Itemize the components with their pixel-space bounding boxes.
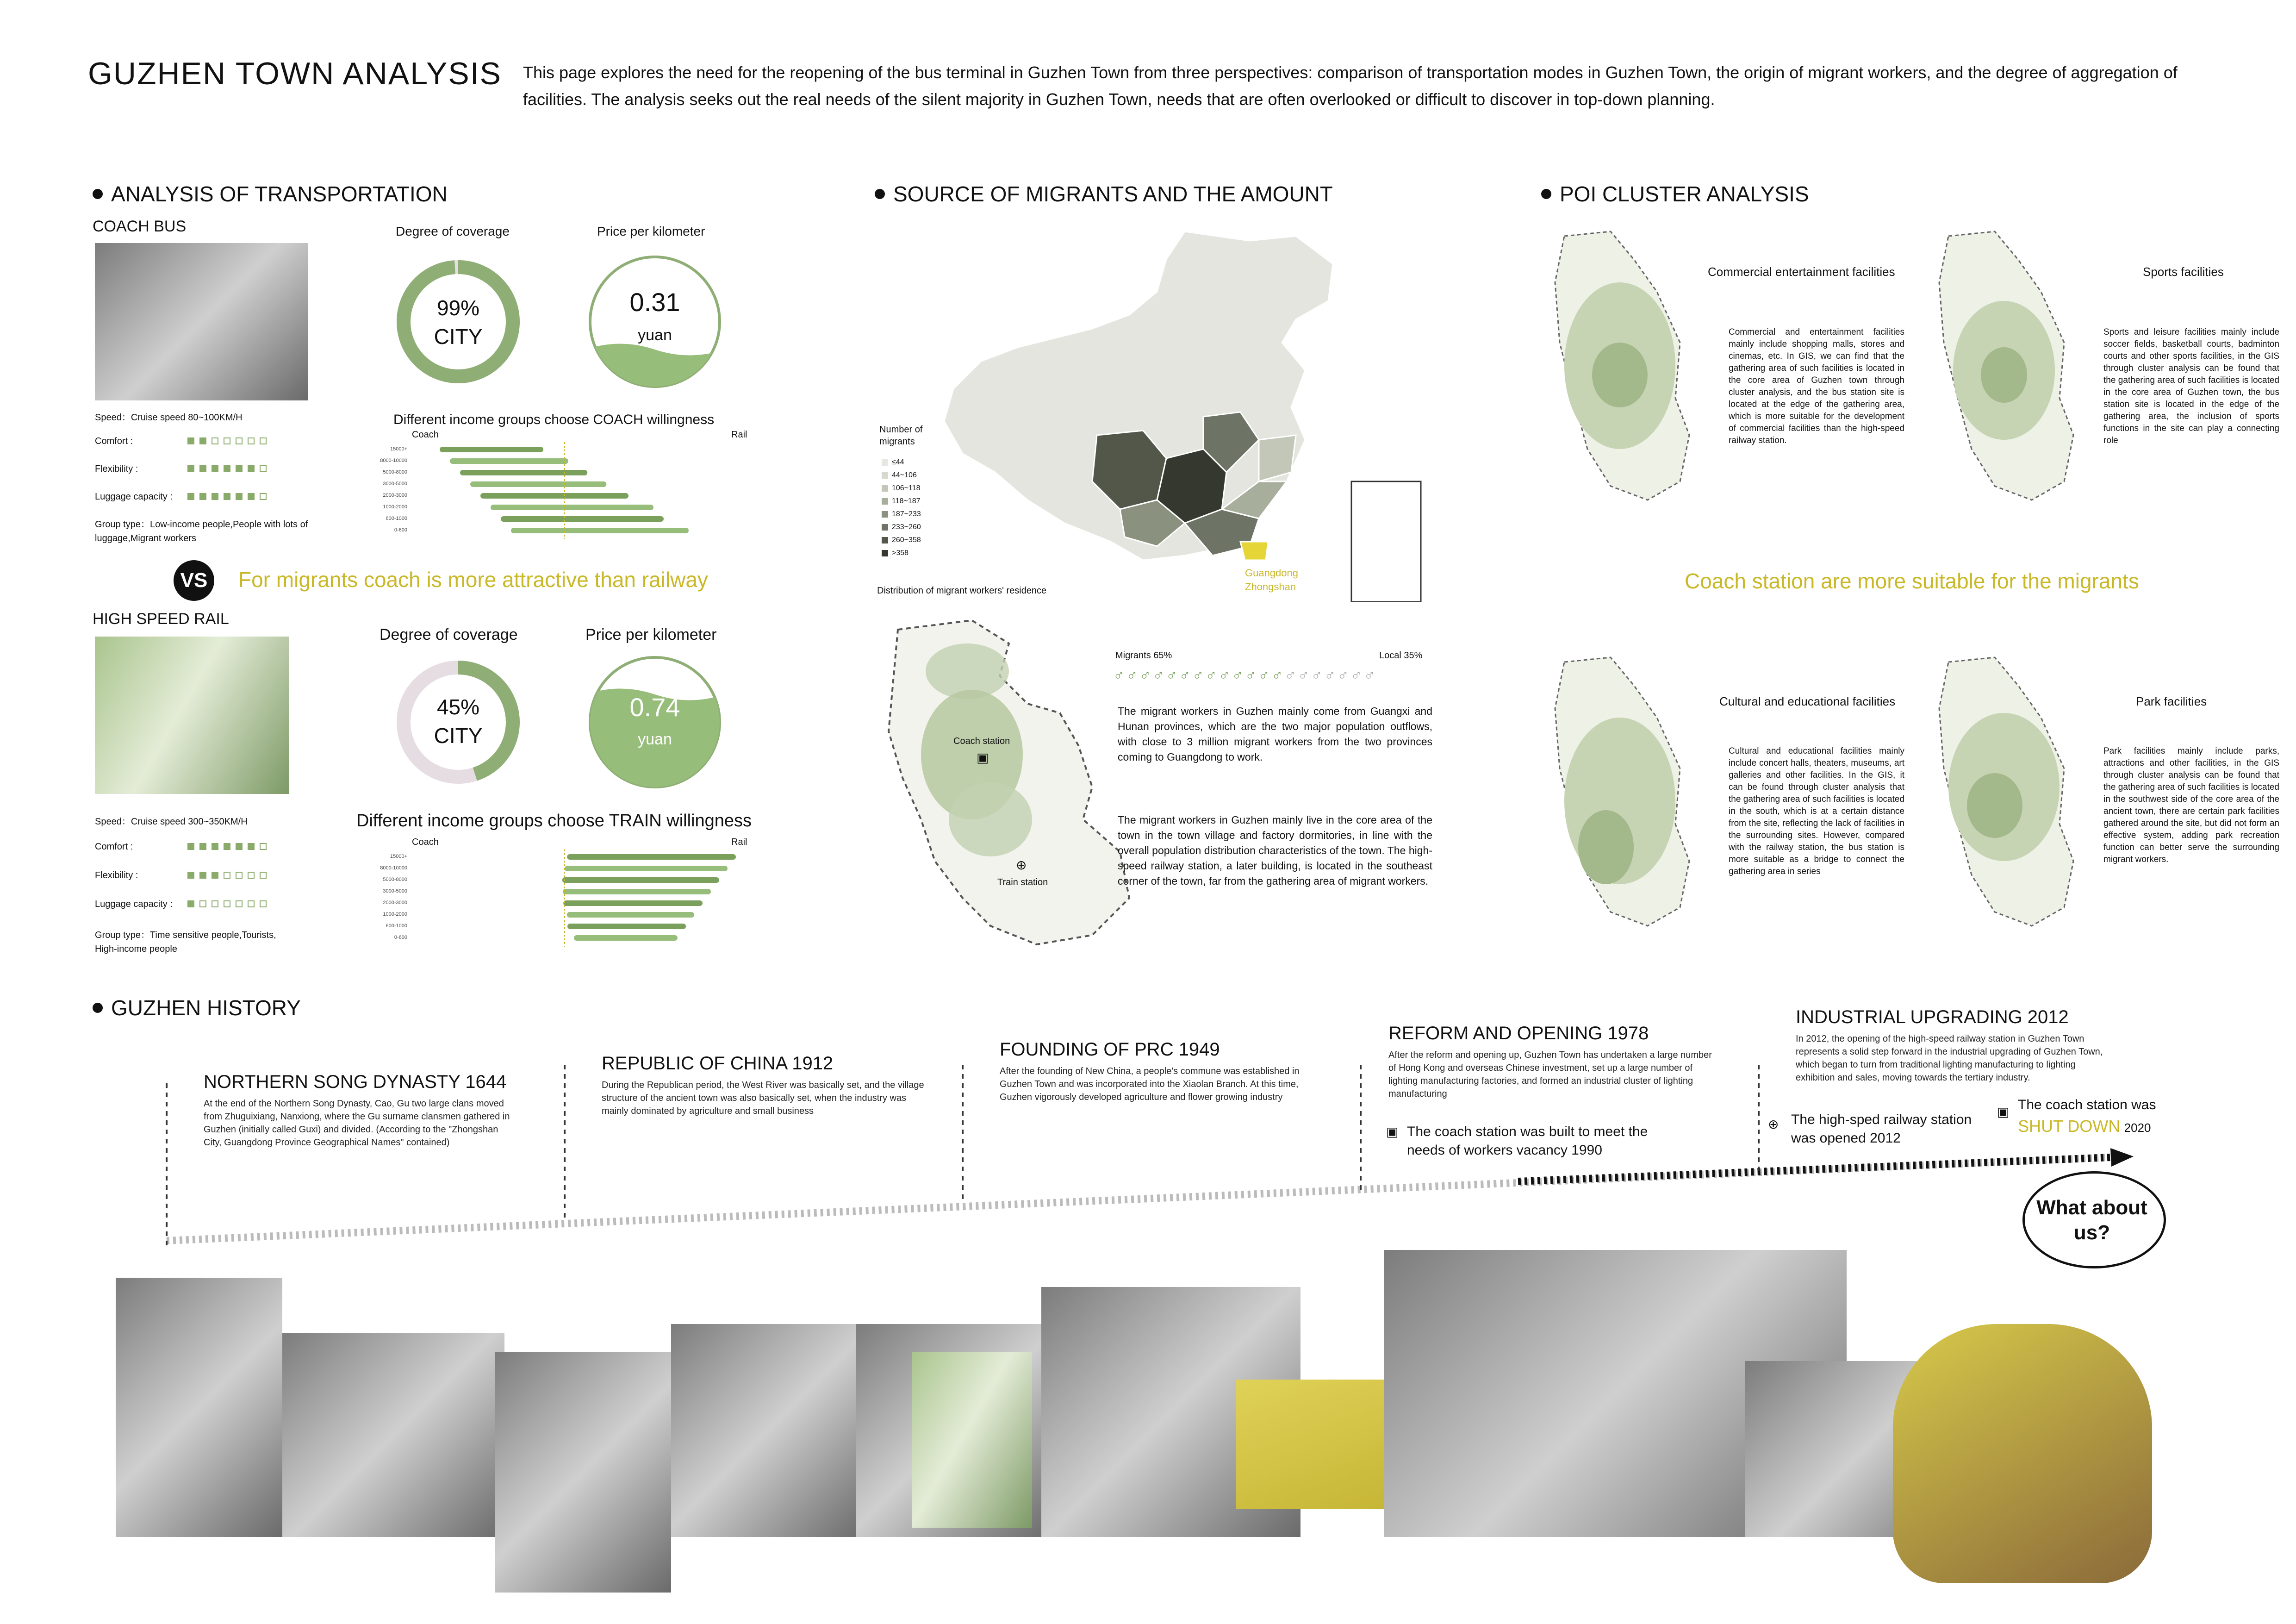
rating-square bbox=[224, 465, 230, 472]
rating-square bbox=[187, 872, 194, 879]
person-icon: ♂ bbox=[1245, 667, 1258, 684]
person-icon: ♂ bbox=[1284, 667, 1298, 684]
legend-item bbox=[882, 495, 921, 508]
legend-item bbox=[882, 508, 921, 521]
rating-square bbox=[236, 843, 243, 850]
rating-square bbox=[224, 900, 230, 907]
person-icon: ♂ bbox=[1139, 667, 1153, 684]
page-title: GUZHEN TOWN ANALYSIS bbox=[88, 56, 502, 91]
rating-square bbox=[212, 493, 218, 500]
person-icon: ♂ bbox=[1152, 667, 1166, 684]
rail-luggage-label: Luggage capacity : bbox=[95, 899, 173, 909]
rating-square bbox=[248, 900, 255, 907]
bar bbox=[460, 470, 587, 475]
residence-map-label: Distribution of migrant workers' residence bbox=[877, 586, 1047, 596]
coach-flex-rating bbox=[187, 465, 272, 475]
rating-square bbox=[187, 843, 194, 850]
legend-item bbox=[882, 521, 921, 534]
coach-photo bbox=[95, 243, 308, 400]
person-icon: ♂ bbox=[1324, 667, 1338, 684]
coach-chart-left-label: Coach bbox=[412, 430, 439, 440]
rating-square bbox=[248, 465, 255, 472]
poi-map-sports bbox=[1925, 222, 2083, 509]
rating-square bbox=[248, 872, 255, 879]
rating-square bbox=[212, 465, 218, 472]
rail-price-gauge bbox=[585, 653, 724, 792]
rail-chart-right-label: Rail bbox=[731, 837, 747, 847]
bar bbox=[440, 447, 543, 452]
person-icon: ♂ bbox=[1219, 667, 1232, 684]
milestone-2020-line-2 bbox=[2018, 1117, 2151, 1136]
legend-label: 233~260 bbox=[892, 523, 921, 531]
coach-coverage-value: 99% bbox=[436, 296, 480, 320]
tick-label: 15000+ bbox=[390, 446, 407, 452]
bullet-icon bbox=[1541, 189, 1551, 199]
legend-label: 44~106 bbox=[892, 471, 917, 479]
history-collage bbox=[116, 1231, 2152, 1583]
rating-square bbox=[187, 465, 194, 472]
rail-speed: Speed：Cruise speed 300~350KM/H bbox=[95, 817, 248, 827]
tick-label: 8000-10000 bbox=[380, 865, 407, 871]
tick-label: 5000-8000 bbox=[383, 877, 407, 882]
rating-square bbox=[260, 437, 267, 444]
tick-label: 15000+ bbox=[390, 854, 407, 859]
rail-flex-label: Flexibility : bbox=[95, 870, 138, 881]
rating-square bbox=[199, 900, 206, 907]
coach-station-label: Coach station bbox=[953, 736, 1010, 746]
person-icon: ♂ bbox=[1350, 667, 1364, 684]
map-legend-title: Number of migrants bbox=[879, 425, 923, 447]
event-4-title: REFORM AND OPENING 1978 bbox=[1388, 1023, 1649, 1043]
bar bbox=[567, 924, 686, 929]
tick-label: 2000-3000 bbox=[383, 900, 407, 906]
rating-square bbox=[199, 465, 206, 472]
speech-bubble-text: What about us? bbox=[2036, 1196, 2147, 1244]
rating-square bbox=[212, 872, 218, 879]
bullet-icon bbox=[93, 189, 103, 199]
legend-label: 260~358 bbox=[892, 536, 921, 544]
train-station-label: Train station bbox=[997, 877, 1048, 887]
event-1-title: NORTHERN SONG DYNASTY 1644 bbox=[204, 1072, 507, 1092]
rail-comfort-label: Comfort : bbox=[95, 842, 133, 852]
coach-willingness-title: Different income groups choose COACH willingness bbox=[393, 412, 715, 427]
poi-map-park bbox=[1925, 648, 2083, 935]
bar bbox=[565, 866, 728, 871]
shut-down-label: SHUT DOWN bbox=[2018, 1117, 2121, 1136]
coach-comfort-rating bbox=[187, 437, 272, 447]
legend-item bbox=[882, 534, 921, 547]
park-text: Park facilities mainly include parks, attractions and other facilities, in the GIS through cluster analysis can be found that the gathering area of such facilities is located in the southwest side of the core area of the ancient town, there are certain park facilities gathered around the site, but did not form an effective system, adding park recreation function can better serve the surrounding migrant workers. bbox=[2103, 746, 2279, 864]
bar bbox=[501, 516, 664, 522]
rating-square bbox=[248, 437, 255, 444]
bar bbox=[562, 877, 719, 883]
legend-swatch bbox=[882, 498, 888, 505]
coach-name: COACH BUS bbox=[93, 218, 187, 235]
rating-square bbox=[260, 843, 267, 850]
coach-comfort-label: Comfort : bbox=[95, 436, 133, 446]
person-icon: ♂ bbox=[1258, 667, 1271, 684]
bar bbox=[563, 889, 711, 894]
rail-comfort-rating bbox=[187, 843, 272, 852]
rail-price-unit: yuan bbox=[638, 731, 672, 748]
people-ratio-icons bbox=[1113, 667, 1377, 685]
bus-icon: ▣ bbox=[977, 750, 989, 765]
bar bbox=[450, 458, 568, 464]
cultural-title: Cultural and educational facilities bbox=[1719, 694, 1896, 708]
coach-price-label: Price per kilometer bbox=[597, 224, 705, 238]
legend-item bbox=[882, 547, 921, 560]
rating-square bbox=[187, 437, 194, 444]
event-4-text: After the reform and opening up, Guzhen Town has undertaken a large number of Hong Kong and overseas Chinese investment, set up a large number of lighting manufacturing factories, and formed an industrial cluster of lighting manufacturing bbox=[1388, 1050, 1712, 1099]
shut-down-year: 2020 bbox=[2124, 1121, 2151, 1135]
migrants-text-2: The migrant workers in Guzhen mainly live in the core area of the town in the town village and factory dormitories, in line with the overall population distribution characteristics of the town. The high-speed railway station, a later building, is located in the southeast corner of the town, far from the gathering area of migrant workers. bbox=[1118, 814, 1432, 887]
person-icon: ♂ bbox=[1179, 667, 1192, 684]
history-heading-text: GUZHEN HISTORY bbox=[111, 996, 301, 1020]
event-5-title: INDUSTRIAL UPGRADING 2012 bbox=[1796, 1007, 2069, 1027]
person-icon: ♂ bbox=[1232, 667, 1245, 684]
event-3-title: FOUNDING OF PRC 1949 bbox=[1000, 1039, 1220, 1060]
coach-luggage-label: Luggage capacity : bbox=[95, 492, 173, 502]
train-icon: ⊕ bbox=[1768, 1117, 1779, 1131]
rating-square bbox=[236, 872, 243, 879]
person-icon: ♂ bbox=[1311, 667, 1324, 684]
rating-square bbox=[260, 872, 267, 879]
rail-luggage-rating bbox=[187, 900, 272, 910]
transport-heading bbox=[93, 181, 448, 206]
poi-heading-text: POI CLUSTER ANALYSIS bbox=[1560, 182, 1809, 206]
coach-flex-label: Flexibility : bbox=[95, 464, 138, 474]
rating-square bbox=[187, 900, 194, 907]
map-highlight-zhongshan: Zhongshan bbox=[1245, 581, 1296, 593]
cultural-text: Cultural and educational facilities mainly include concert halls, theaters, museums, art galleries and other facilities. In the GIS, it can be found through cluster analysis that the gathering area of such facilities is located in the south, which is at a certain distance from the site, reflecting the lack of facilities in the surrounding sites. However, compared with the railway station, the bus station is more suitable as a bridge to connect the gathering area in series bbox=[1729, 746, 1904, 876]
rating-square bbox=[224, 493, 230, 500]
rail-chart-left-label: Coach bbox=[412, 837, 439, 847]
event-1-text: At the end of the Northern Song Dynasty, Cao, Gu two large clans moved from Zhuguixiang, Nanxiong, where the Gu surname clansmen gathered in Guzhen (initially called Guxi) and divided. (According to the "Zhongshan City, Guangdong Province Geographical Names" contained) bbox=[204, 1099, 510, 1148]
bus-icon: ▣ bbox=[1386, 1124, 1399, 1139]
poi-heading bbox=[1541, 181, 1809, 206]
legend-swatch bbox=[882, 550, 888, 556]
sports-text: Sports and leisure facilities mainly include soccer fields, basketball courts, badminton courts and other sports facilities, in the GIS through cluster analysis can be found that the gathering area of such facilities is located in the core area of Guzhen town, the bus station site is located in the edge of the gathering area, the inclusion of sports functions in the site can play a connecting role bbox=[2103, 327, 2279, 445]
migrants-pct-label: Migrants 65% bbox=[1115, 650, 1172, 661]
legend-label: 118~187 bbox=[892, 497, 921, 505]
tick-label: 2000-3000 bbox=[383, 493, 407, 498]
bar bbox=[491, 505, 653, 510]
rating-square bbox=[187, 493, 194, 500]
coach-coverage-ring bbox=[389, 252, 528, 391]
map-legend bbox=[882, 456, 921, 560]
tick-label: 8000-10000 bbox=[380, 458, 407, 463]
rail-group-type: Group type：Time sensitive people,Tourists, High-income people bbox=[95, 930, 276, 954]
legend-swatch bbox=[882, 511, 888, 518]
rating-square bbox=[212, 900, 218, 907]
bar bbox=[511, 528, 689, 533]
person-icon: ♂ bbox=[1192, 667, 1206, 684]
event-5-text: In 2012, the opening of the high-speed railway station in Guzhen Town represents a solid step forward in the industrial upgrading of Guzhen Town, which began to turn from traditional lighting manufacturing to lighting exhibition and sales, moving towards the tertiary industry. bbox=[1796, 1034, 2103, 1083]
rail-price-value: 0.74 bbox=[629, 693, 680, 722]
rail-willingness-chart bbox=[356, 849, 754, 951]
rail-flex-rating bbox=[187, 872, 272, 881]
coach-willingness-chart bbox=[356, 442, 754, 544]
poi-map-cultural bbox=[1541, 648, 1699, 935]
bullet-icon bbox=[875, 189, 885, 199]
rail-coverage-value: 45% bbox=[436, 695, 480, 719]
legend-label: 187~233 bbox=[892, 510, 921, 518]
transport-conclusion: For migrants coach is more attractive than railway bbox=[238, 568, 708, 592]
bar bbox=[574, 935, 678, 941]
rating-square bbox=[236, 900, 243, 907]
person-icon: ♂ bbox=[1126, 667, 1139, 684]
rating-square bbox=[212, 437, 218, 444]
rail-price-label: Price per kilometer bbox=[585, 626, 717, 643]
coach-price-gauge bbox=[585, 252, 724, 391]
legend-item bbox=[882, 456, 921, 469]
rating-square bbox=[199, 872, 206, 879]
legend-label: >358 bbox=[892, 549, 909, 557]
sports-title: Sports facilities bbox=[2143, 265, 2224, 279]
person-icon: ♂ bbox=[1166, 667, 1179, 684]
intro-text: This page explores the need for the reopening of the bus terminal in Guzhen Town from three perspectives: comparison of transportation modes in Guzhen Town, the origin of migrant workers, and the degree of aggregation of facilities. The analysis seeks out the real needs of the silent majority in Guzhen Town, needs that are often overlooked or difficult to discover in top-down planning. bbox=[523, 63, 2178, 109]
tick-label: 600-1000 bbox=[386, 516, 407, 521]
rating-square bbox=[199, 437, 206, 444]
rating-square bbox=[212, 843, 218, 850]
tick-label: 5000-8000 bbox=[383, 469, 407, 475]
bus-icon: ▣ bbox=[1997, 1105, 2010, 1119]
tick-label: 3000-5000 bbox=[383, 481, 407, 487]
map-highlight-guangdong: Guangdong bbox=[1245, 567, 1298, 579]
park-title: Park facilities bbox=[2136, 694, 2207, 708]
tick-label: 0-600 bbox=[394, 935, 407, 940]
bar bbox=[567, 854, 736, 860]
local-pct-label: Local 35% bbox=[1379, 650, 1423, 661]
person-icon: ♂ bbox=[1337, 667, 1350, 684]
person-icon: ♂ bbox=[1271, 667, 1285, 684]
milestone-1990: The coach station was built to meet the needs of workers vacancy 1990 bbox=[1407, 1124, 1648, 1158]
coach-chart-right-label: Rail bbox=[731, 430, 747, 440]
train-icon: ⊕ bbox=[1016, 858, 1027, 872]
coach-group-type: Group type：Low-income people,People with lots of luggage,Migrant workers bbox=[95, 519, 308, 543]
bar bbox=[480, 493, 628, 499]
milestone-2012-line-1: The high-sped railway station bbox=[1791, 1112, 1972, 1127]
rating-square bbox=[260, 900, 267, 907]
rating-square bbox=[260, 465, 267, 472]
migrants-heading-text: SOURCE OF MIGRANTS AND THE AMOUNT bbox=[893, 182, 1333, 206]
legend-swatch bbox=[882, 524, 888, 531]
commercial-text: Commercial and entertainment facilities mainly include shopping malls, stores and cinemas, etc. In GIS, we can find that the gathering area of such facilities is located in the core area of Guzhen town through cluster analysis, and the bus station site is located at the edge of the gathering area, which is more suitable for the development of commercial facilities than the high-speed railway station. bbox=[1729, 327, 1904, 445]
china-migrant-map bbox=[926, 222, 1435, 602]
rail-name: HIGH SPEED RAIL bbox=[93, 610, 229, 628]
coach-coverage-label: Degree of coverage bbox=[396, 224, 510, 238]
migrants-heading bbox=[875, 181, 1333, 206]
legend-swatch bbox=[882, 459, 888, 466]
legend-item bbox=[882, 469, 921, 482]
rail-coverage-label: Degree of coverage bbox=[380, 626, 518, 643]
rating-square bbox=[236, 493, 243, 500]
legend-item bbox=[882, 482, 921, 495]
tick-label: 1000-2000 bbox=[383, 912, 407, 917]
rating-square bbox=[224, 843, 230, 850]
rating-square bbox=[224, 437, 230, 444]
rating-square bbox=[248, 493, 255, 500]
event-2-title: REPUBLIC OF CHINA 1912 bbox=[602, 1053, 834, 1074]
legend-swatch bbox=[882, 485, 888, 492]
coach-price-unit: yuan bbox=[638, 326, 672, 344]
rating-square bbox=[260, 493, 267, 500]
transport-heading-text: ANALYSIS OF TRANSPORTATION bbox=[111, 182, 448, 206]
rating-square bbox=[224, 872, 230, 879]
vs-badge: VS bbox=[174, 560, 214, 601]
bar bbox=[567, 912, 694, 918]
tick-label: 600-1000 bbox=[386, 923, 407, 929]
rail-willingness-title: Different income groups choose TRAIN willingness bbox=[356, 811, 752, 831]
milestone-2020-line-1: The coach station was bbox=[2018, 1097, 2156, 1112]
poi-map-commercial bbox=[1541, 222, 1699, 509]
coach-coverage-unit: CITY bbox=[434, 325, 483, 349]
coach-speed: Speed：Cruise speed 80~100KM/H bbox=[95, 412, 243, 423]
person-icon: ♂ bbox=[1113, 667, 1126, 684]
bar bbox=[563, 900, 703, 906]
migrants-text-1: The migrant workers in Guzhen mainly come from Guangxi and Hunan provinces, which are the two major population outflows, with close to 3 million migrant workers from the two provinces coming to Guangdong to work. bbox=[1118, 705, 1432, 763]
milestone-2012-line-2: was opened 2012 bbox=[1791, 1131, 1901, 1146]
tick-label: 3000-5000 bbox=[383, 888, 407, 894]
legend-label: 106~118 bbox=[892, 484, 921, 492]
event-2-text: During the Republican period, the West River was basically set, and the village structure of the ancient town was also basically set, when the industry was mainly dominated by agriculture and small business bbox=[602, 1080, 924, 1116]
rating-square bbox=[236, 465, 243, 472]
person-icon: ♂ bbox=[1205, 667, 1219, 684]
rating-square bbox=[199, 843, 206, 850]
rail-coverage-unit: CITY bbox=[434, 724, 483, 748]
bullet-icon bbox=[93, 1003, 103, 1013]
poi-conclusion: Coach station are more suitable for the migrants bbox=[1685, 569, 2139, 593]
legend-swatch bbox=[882, 472, 888, 479]
coach-luggage-rating bbox=[187, 493, 272, 502]
commercial-title: Commercial entertainment facilities bbox=[1708, 265, 1895, 279]
person-icon: ♂ bbox=[1298, 667, 1311, 684]
legend-label: ≤44 bbox=[892, 458, 904, 466]
tick-label: 0-600 bbox=[394, 527, 407, 533]
history-heading bbox=[93, 995, 301, 1020]
coach-price-value: 0.31 bbox=[629, 287, 680, 317]
residence-map bbox=[870, 602, 1148, 963]
rating-square bbox=[236, 437, 243, 444]
rail-coverage-ring bbox=[389, 653, 528, 792]
person-icon: ♂ bbox=[1363, 667, 1377, 684]
bar bbox=[470, 481, 606, 487]
rating-square bbox=[248, 843, 255, 850]
tick-label: 1000-2000 bbox=[383, 504, 407, 510]
legend-swatch bbox=[882, 537, 888, 543]
rail-photo bbox=[95, 637, 289, 794]
event-3-text: After the founding of New China, a people's commune was established in Guzhen Town and was incorporated into the Xiaolan Branch. At this time, Guzhen vigorously developed agriculture and flower growing industry bbox=[1000, 1066, 1300, 1102]
rating-square bbox=[199, 493, 206, 500]
